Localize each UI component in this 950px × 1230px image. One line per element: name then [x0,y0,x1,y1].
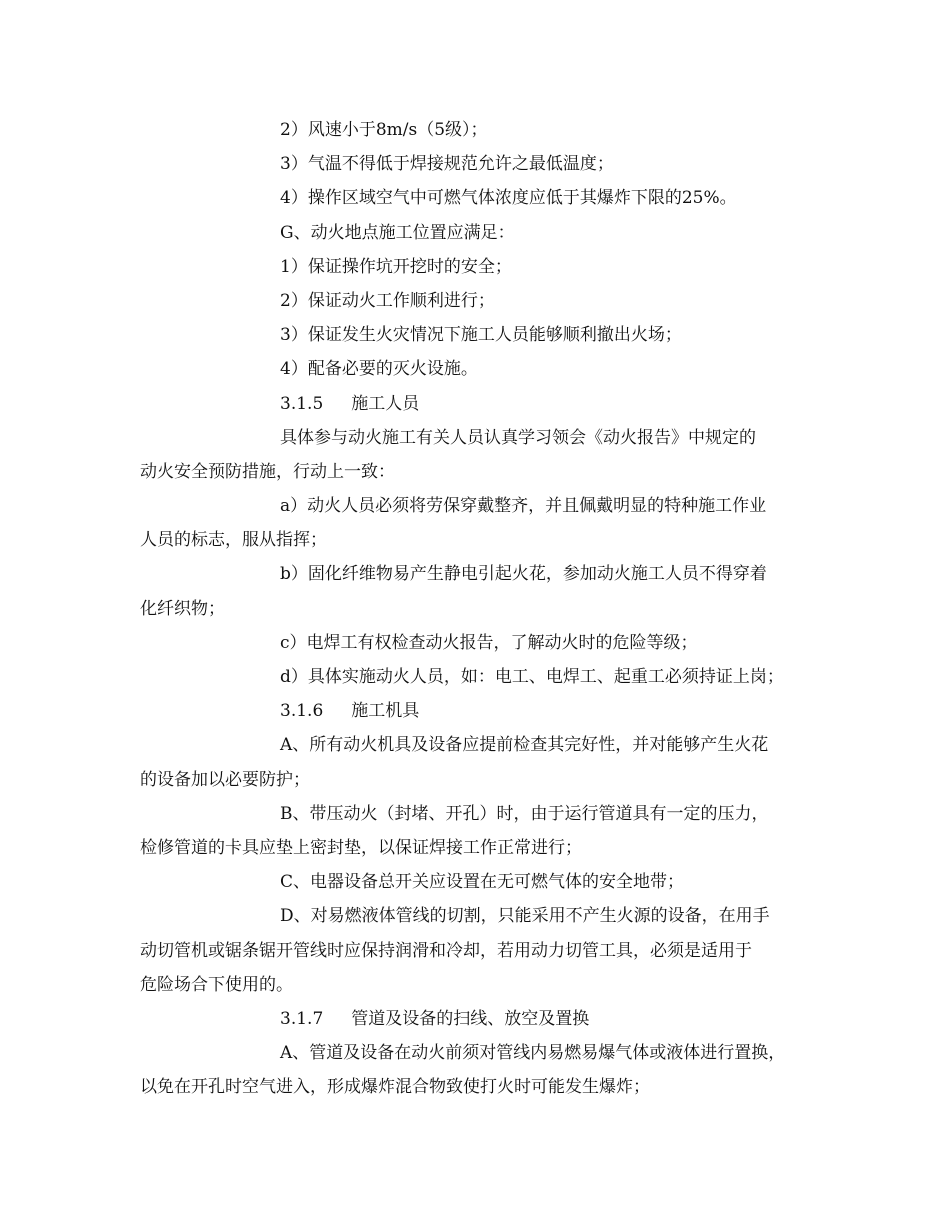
section-heading [140,387,820,421]
section-title: 施工机具 [351,701,420,722]
section-title: 施工人员 [351,393,420,414]
text-line: 3）气温不得低于焊接规范允许之最低温度； [280,154,614,175]
text-line: 人员的标志，服从指挥； [140,530,327,551]
section-number: 3.1.6 [280,701,324,722]
text-line: G、动火地点施工位置应满足： [280,222,515,243]
text-line: 2）风速小于8m/s（5级）； [280,120,488,140]
text-line: B、带压动火（封堵、开孔）时，由于运行管道具有一定的压力， [280,803,769,824]
section-number: 3.1.5 [280,393,324,414]
section-heading [140,1002,820,1036]
text-line: a）动火人员必须将劳保穿戴整齐，并且佩戴明显的特种施工作业 [280,496,767,517]
text-line: 的设备加以必要防护； [140,769,310,790]
section-heading [140,694,820,728]
text-line: 2）保证动火工作顺利进行； [280,290,495,311]
text-line: 检修管道的卡具应垫上密封垫，以保证焊接工作正常进行； [140,837,582,858]
text-line: 1）保证操作坑开挖时的安全； [280,256,512,277]
text-line: A、管道及设备在动火前须对管线内易燃易爆气体或液体进行置换， [280,1043,786,1064]
text-line: A、所有动火机具及设备应提前检查其完好性，并对能够产生火花 [280,735,769,756]
text-line: b）固化纤维物易产生静电引起火花，参加动火施工人员不得穿着 [280,564,767,585]
text-line: 化纤织物； [140,598,225,619]
text-line: c）电焊工有权检查动火报告，了解动火时的危险等级； [280,632,698,653]
text-line: D、对易燃液体管线的切割，只能采用不产生火源的设备，在用手 [280,906,770,927]
text-line: 具体参与动火施工有关人员认真学习领会《动火报告》中规定的 [280,427,756,448]
section-number: 3.1.7 [280,1008,324,1029]
text-line: 4）配备必要的灭火设施。 [280,359,478,380]
text-line: C、电器设备总开关应设置在无可燃气体的安全地带； [280,872,685,893]
document-body [140,113,820,1104]
text-line: 危险场合下使用的。 [140,974,293,995]
section-title: 管道及设备的扫线、放空及置换 [351,1008,590,1029]
text-line: 动切管机或锯条锯开管线时应保持润滑和冷却，若用动力切管工具，必须是适用于 [140,940,752,961]
text-line: 以免在开孔时空气进入，形成爆炸混合物致使打火时可能发生爆炸； [140,1077,650,1098]
text-line: 4）操作区域空气中可燃气体浓度应低于其爆炸下限的25%。 [280,188,737,209]
text-line: 3）保证发生火灾情况下施工人员能够顺利撤出火场； [280,325,682,346]
text-line: 动火安全预防措施，行动上一致： [140,461,395,482]
text-line: d）具体实施动火人员，如：电工、电焊工、起重工必须持证上岗； [280,667,784,687]
